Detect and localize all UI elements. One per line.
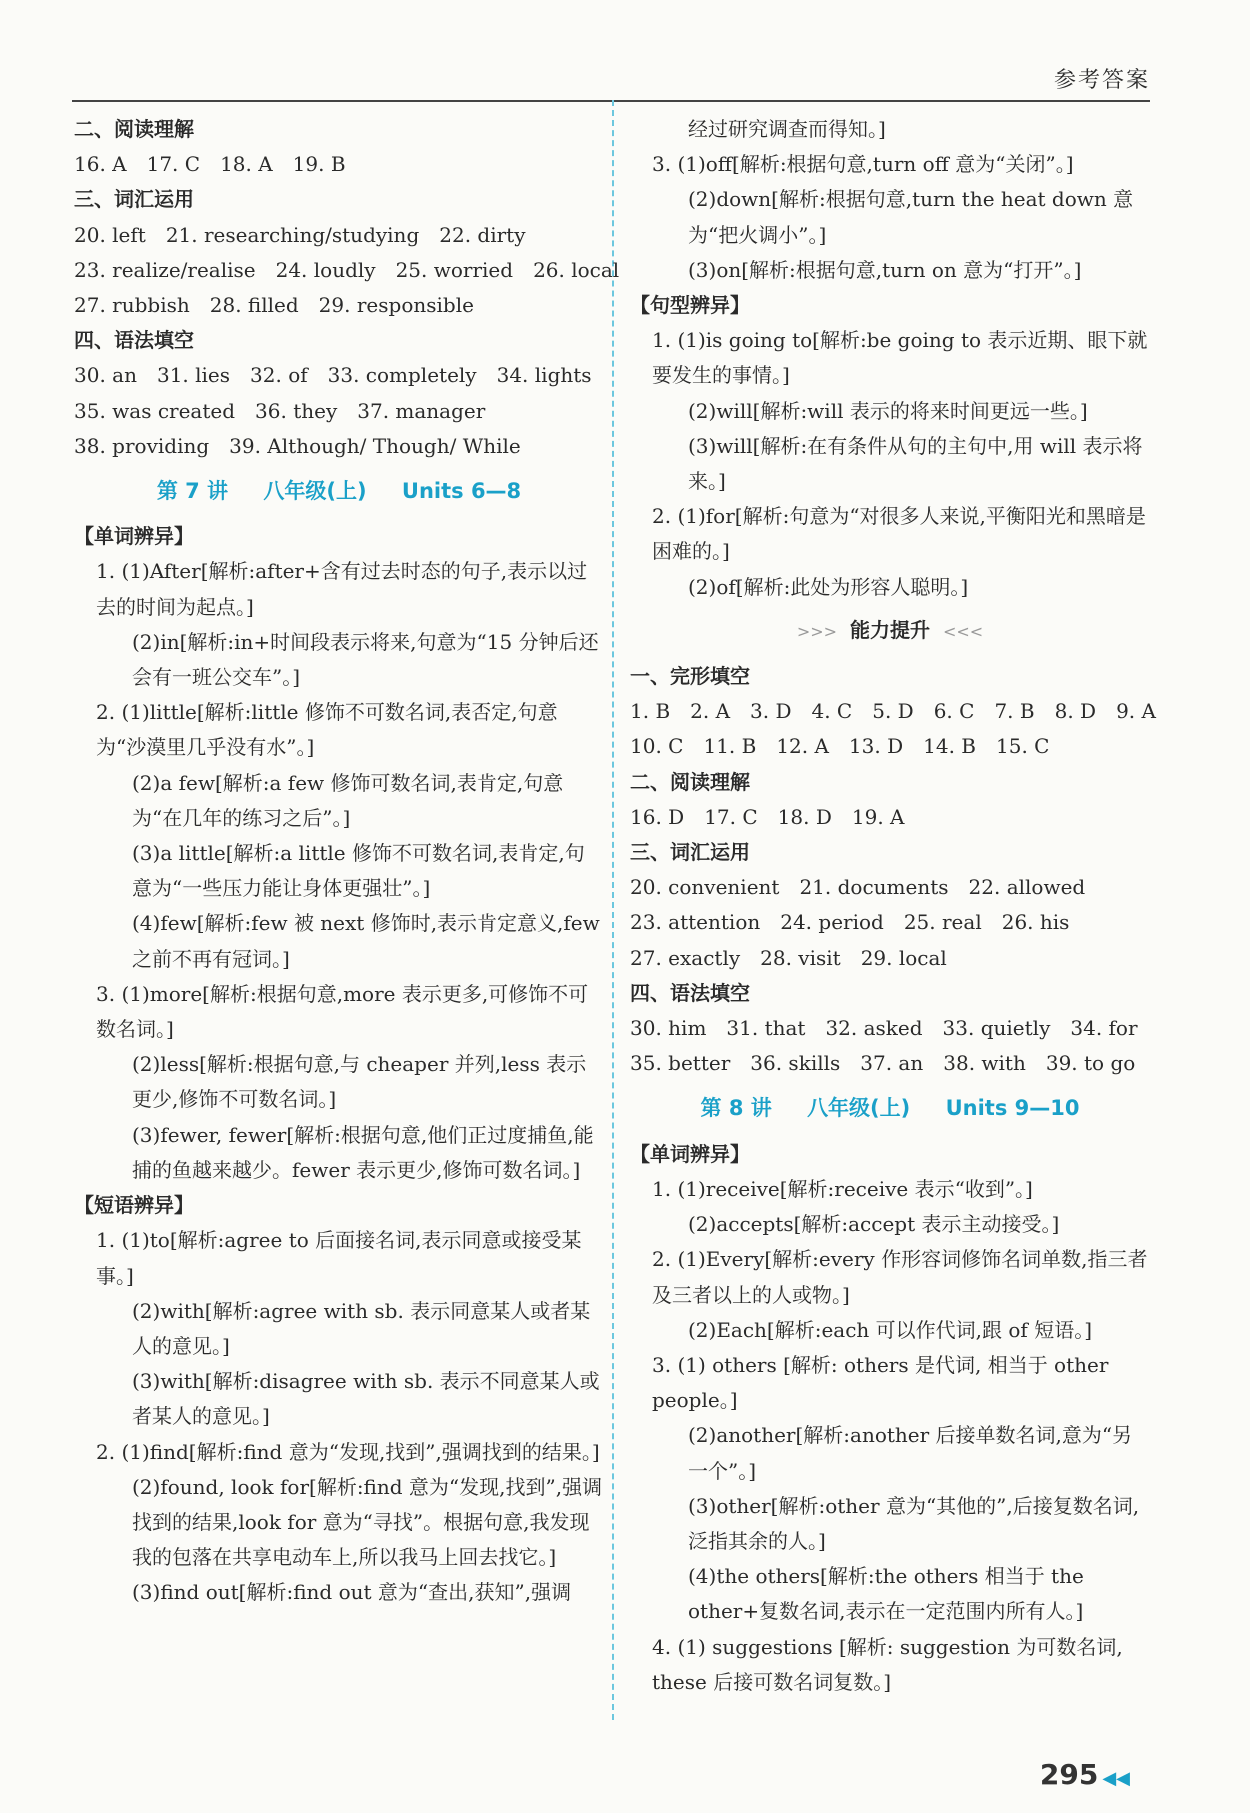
explanation: (4)the others[解析:the others 相当于 the other+复数名词,表示在一定范围内所有人。] xyxy=(688,1564,1084,1624)
answer-line: 23. realize/realise 24. loudly 25. worried 26. local xyxy=(74,257,620,282)
answer-line: 16. A 17. C 18. A 19. B xyxy=(74,152,346,177)
lecture-8-title: 第 8 讲 八年级(上) Units 9—10 xyxy=(700,1096,1080,1121)
page-header xyxy=(72,60,1150,102)
answer-line: 20. left 21. researching/studying 22. dirty xyxy=(74,222,526,247)
explanation: (2)less[解析:根据句意,与 cheaper 并列,less 表示更少,修饰不可数名词。] xyxy=(132,1052,587,1112)
explanation: (2)another[解析:another 后接单数名词,意为“另一个”。] xyxy=(688,1423,1133,1483)
explanation: (3)on[解析:根据句意,turn on 意为“打开”。] xyxy=(688,257,1082,282)
explanation: 2. (1)little[解析:little 修饰不可数名词,表否定,句意为“沙漠里几乎没有水”。] xyxy=(96,700,558,760)
double-arrow-left-icon: ◀◀ xyxy=(1102,1768,1130,1789)
explanation: (2)Each[解析:each 可以作代词,跟 of 短语。] xyxy=(688,1317,1092,1342)
explanation: 2. (1)Every[解析:every 作形容词修饰名词单数,指三者及三者以上的人或物。] xyxy=(652,1247,1148,1307)
section-heading: 【短语辨异】 xyxy=(74,1193,194,1218)
answer-line: 23. attention 24. period 25. real 26. his xyxy=(630,910,1070,935)
explanation: (3)a little[解析:a little 修饰不可数名词,表肯定,句意为“一些压力能让身体更强壮”。] xyxy=(132,841,585,901)
answer-line: 20. convenient 21. documents 22. allowed xyxy=(630,875,1086,900)
explanation: (3)find out[解析:find out 意为“查出,获知”,强调 xyxy=(132,1580,572,1605)
explanation: (2)a few[解析:a few 修饰可数名词,表肯定,句意为“在几年的练习之后”。] xyxy=(132,770,564,830)
explanation: (4)few[解析:few 被 next 修饰时,表示肯定意义,few 之前不再有冠词。] xyxy=(132,911,600,971)
section-heading: 四、语法填空 xyxy=(630,980,750,1005)
explanation: (2)down[解析:根据句意,turn the heat down 意为“把火调小”。] xyxy=(688,187,1134,247)
explanation: 4. (1) suggestions [解析: suggestion 为可数名词, these 后接可数名词复数。] xyxy=(652,1634,1123,1694)
section-heading: 【单词辨异】 xyxy=(74,524,194,549)
explanation: 1. (1)to[解析:agree to 后面接名词,表示同意或接受某事。] xyxy=(96,1228,582,1288)
explanation: (2)will[解析:will 表示的将来时间更远一些。] xyxy=(688,398,1088,423)
explanation: (3)with[解析:disagree with sb. 表示不同意某人或者某人的意见。] xyxy=(132,1369,600,1429)
answer-line: 30. him 31. that 32. asked 33. quietly 34. for xyxy=(630,1016,1138,1041)
explanation: 2. (1)find[解析:find 意为“发现,找到”,强调找到的结果。] xyxy=(96,1439,600,1464)
explanation: (2)of[解析:此处为形容人聪明。] xyxy=(688,574,969,599)
right-column xyxy=(630,112,1156,1700)
section-heading: 二、阅读理解 xyxy=(74,117,194,141)
section-heading: 【句型辨异】 xyxy=(630,293,750,318)
answer-line: 38. providing 39. Although/ Though/ While xyxy=(74,433,521,458)
ability-title: >>> 能力提升 <<< xyxy=(796,617,984,642)
answer-line: 27. exactly 28. visit 29. local xyxy=(630,945,947,970)
explanation: 1. (1)is going to[解析:be going to 表示近期、眼下就要发生的事情。] xyxy=(652,328,1148,388)
left-column xyxy=(74,112,620,1611)
answer-line: 16. D 17. C 18. D 19. A xyxy=(630,804,905,829)
section-heading: 【单词辨异】 xyxy=(630,1141,750,1166)
header-title: 参考答案 xyxy=(1053,68,1150,93)
answer-line: 35. was created 36. they 37. manager xyxy=(74,398,486,423)
explanation: 1. (1)After[解析:after+含有过去时态的句子,表示以过去的时间为起点。] xyxy=(96,559,588,619)
explanation: 经过研究调查而得知。] xyxy=(688,117,886,141)
answer-line: 30. an 31. lies 32. of 33. completely 34. lights xyxy=(74,363,592,388)
page-number: 295 ◀◀ xyxy=(1039,1758,1130,1791)
answer-line: 27. rubbish 28. filled 29. responsible xyxy=(74,293,474,318)
answer-line: 35. better 36. skills 37. an 38. with 39. to go xyxy=(630,1051,1136,1076)
explanation: 2. (1)for[解析:句意为“对很多人来说,平衡阳光和黑暗是困难的。] xyxy=(652,504,1146,564)
explanation: 1. (1)receive[解析:receive 表示“收到”。] xyxy=(652,1176,1033,1201)
section-heading: 二、阅读理解 xyxy=(630,769,750,794)
explanation: 3. (1) others [解析: others 是代词, 相当于 other people。] xyxy=(652,1352,1109,1413)
section-heading: 三、词汇运用 xyxy=(630,840,750,865)
section-heading: 四、语法填空 xyxy=(74,328,194,353)
explanation: 3. (1)more[解析:根据句意,more 表示更多,可修饰不可数名词。] xyxy=(96,981,589,1042)
answer-line: 10. C 11. B 12. A 13. D 14. B 15. C xyxy=(630,734,1050,759)
explanation: (3)will[解析:在有条件从句的主句中,用 will 表示将来。] xyxy=(688,433,1143,494)
explanation: (2)in[解析:in+时间段表示将来,句意为“15 分钟后还会有一班公交车”。] xyxy=(132,629,599,690)
explanation: (2)with[解析:agree with sb. 表示同意某人或者某人的意见。] xyxy=(132,1298,591,1358)
explanation: 3. (1)off[解析:根据句意,turn off 意为“关闭”。] xyxy=(652,152,1074,177)
section-heading: 一、完形填空 xyxy=(630,664,750,689)
explanation: (3)other[解析:other 意为“其他的”,后接复数名词,泛指其余的人。] xyxy=(688,1493,1140,1553)
section-heading: 三、词汇运用 xyxy=(74,187,194,212)
lecture-7-title: 第 7 讲 八年级(上) Units 6—8 xyxy=(156,479,522,504)
column-divider xyxy=(612,100,614,1720)
answer-line: 1. B 2. A 3. D 4. C 5. D 6. C 7. B 8. D 9. A xyxy=(630,699,1156,724)
explanation: (2)accepts[解析:accept 表示主动接受。] xyxy=(688,1212,1060,1237)
explanation: (3)fewer, fewer[解析:根据句意,他们正过度捕鱼,能捕的鱼越来越少。fewer 表示更少,修饰可数名词。] xyxy=(132,1122,594,1182)
explanation: (2)found, look for[解析:find 意为“发现,找到”,强调找到的结果,look for 意为“寻找”。根据句意,我发现我的包落在共享电动车上,所以我马上回去找它。] xyxy=(132,1474,603,1570)
